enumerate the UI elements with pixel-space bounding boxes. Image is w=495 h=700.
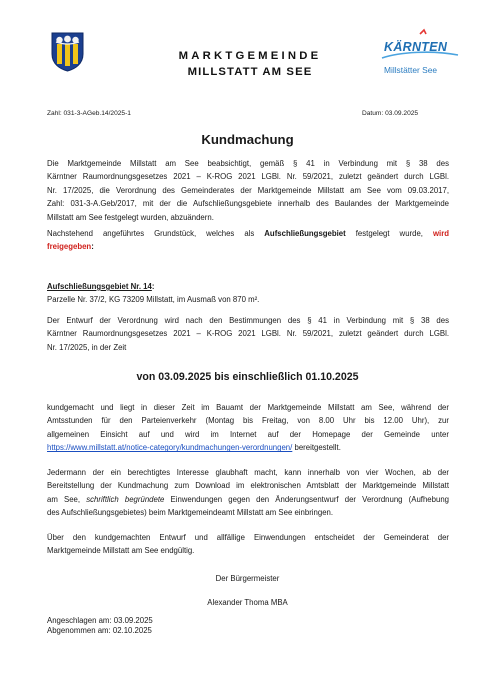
posting-dates [47, 616, 153, 636]
release-text: Nachstehend angeführtes Grundstück, welches als [47, 229, 255, 238]
brand-subtitle: Millstätter See [384, 65, 438, 75]
intro-line: Die Marktgemeinde Millstatt am See beabsichtigt, gemäß § 41 in Verbindung mit § 38 des [47, 159, 449, 168]
objection-line: des Aufschließungsgebietes) beim Marktgemeindeamt Millstatt am See einbringen. [47, 508, 334, 518]
draft-line: Nr. 17/2025, in der Zeit [47, 342, 127, 352]
release-area-term: Aufschließungsgebiet [264, 229, 346, 238]
reference-number: Zahl: 031-3-AGeb.14/2025-1 [47, 110, 131, 117]
draft-line: Kärntner Raumordnungsgesetzes 2021 – K-ROG 2021 LGBl. Nr. 59/2021, zuletzt geändert durch LGBl. [47, 329, 449, 339]
objection-line: Jedermann der ein berechtigtes Interesse glaubhaft macht, kann innerhalb von vier Wochen, ab der [47, 468, 449, 477]
objection-emphasis: schriftlich begründete [86, 494, 165, 504]
page-title: Kundmachung [201, 132, 294, 147]
objection-text: Einwendungen gegen den Änderungsentwurf der Verordnung (Aufhebung [170, 494, 449, 504]
homepage-link[interactable]: https://www.millstatt.at/notice-category/kundmachungen-verordnungen/ [47, 443, 293, 453]
release-line [47, 227, 449, 240]
municipality-line-1: MARKTGEMEINDE [178, 50, 322, 62]
posted-date: Angeschlagen am: 03.09.2025 [47, 616, 153, 625]
area-section [47, 280, 449, 307]
coat-of-arms-icon [51, 32, 84, 72]
publication-line: Amtsstunden für den Parteienverkehr (Montag bis Freitag, von 8.00 Uhr bis 12.00 Uhr), zur [47, 416, 449, 426]
decision-line: Über den kundgemachten Entwurf und allfällige Einwendungen entscheidet der Gemeinderat der [47, 533, 449, 542]
objection-line [47, 493, 449, 506]
draft-paragraph [47, 314, 449, 354]
signature-role: Der Bürgermeister [215, 574, 280, 583]
objection-line: Bereitstellung der Kundmachung zum Download im elektronischen Amtsblatt der Marktgemeinde Millstatt [47, 481, 449, 491]
publication-period: von 03.09.2025 bis einschließlich 01.10.2025 [136, 371, 359, 383]
objection-paragraph [47, 466, 449, 520]
publication-line: kundgemacht und liegt in dieser Zeit im Bauamt der Marktgemeinde Millstatt am See, während der [47, 403, 449, 412]
intro-line: Nr. 17/2025, die Verordnung des Gemeinderates der Marktgemeinde Millstatt am See vom 09.03.2017, [47, 185, 449, 195]
area-heading [47, 280, 449, 293]
municipality-name [150, 48, 350, 80]
publication-line: allgemeinen Einsicht auf und wird im Internet auf der Homepage der Gemeinde unter [47, 429, 449, 439]
area-heading-text: Aufschließungsgebiet Nr. 14 [47, 282, 152, 291]
brand-logo [380, 28, 460, 86]
document-date: Datum: 03.09.2025 [362, 110, 419, 117]
release-colon: : [91, 242, 94, 252]
publication-paragraph [47, 401, 449, 455]
decision-paragraph [47, 531, 449, 558]
area-parcel: Parzelle Nr. 37/2, KG 73209 Millstatt, im Ausmaß von 870 m². [47, 295, 260, 305]
brand-swoosh-icon [380, 28, 460, 86]
release-paragraph [47, 227, 449, 254]
release-text-mid: festgelegt wurde, [355, 229, 423, 238]
brand-name: KÄRNTEN [384, 40, 448, 54]
objection-text: am See, [47, 494, 81, 504]
intro-line: Millstatt am See festgelegt wurden, abzuändern. [47, 212, 214, 222]
signature-name: Alexander Thoma MBA [207, 598, 288, 607]
draft-line: Der Entwurf der Verordnung wird nach den Bestimmungen des § 41 in Verbindung mit § 38 des [47, 316, 449, 325]
release-highlight: freigegeben [47, 242, 92, 252]
release-line [47, 240, 449, 253]
municipality-line-2: MILLSTATT AM SEE [187, 66, 313, 78]
intro-line: Zahl: 031-3-A.Geb/2017, mit der die Aufschließungsgebiete innerhalb des Baulandes der Marktgemeinde [47, 199, 449, 209]
intro-line: Kärntner Raumordnungsgesetzes 2021 – K-ROG 2021 LGBl. Nr. 59/2021, zuletzt geändert durch LGBl. [47, 172, 449, 182]
intro-paragraph [47, 157, 449, 224]
decision-line: Marktgemeinde Millstatt am See endgültig. [47, 546, 195, 556]
release-highlight: wird [432, 229, 449, 238]
publication-tail: bereitgestellt. [294, 443, 341, 453]
publication-line [47, 441, 449, 454]
removed-date: Abgenommen am: 02.10.2025 [47, 626, 152, 635]
area-heading-colon: : [151, 282, 155, 291]
